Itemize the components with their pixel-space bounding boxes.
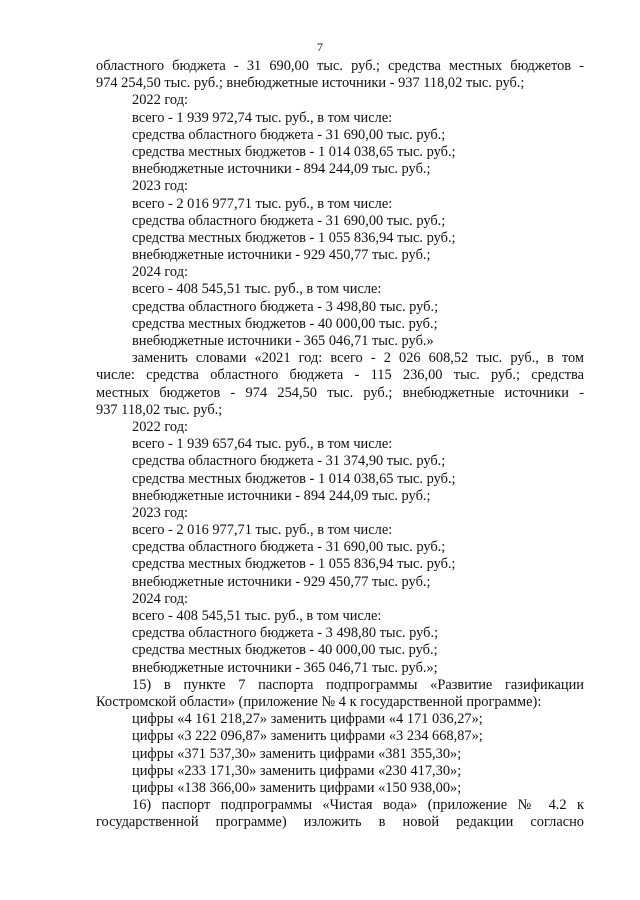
text-line: цифры «138 366,00» заменить цифрами «150 938,00»; (132, 779, 462, 796)
text-line: 2022 год: (132, 418, 189, 435)
text-line: 2023 год: (132, 504, 189, 521)
text-line: средства областного бюджета - 3 498,80 тыс. руб.; (132, 625, 439, 642)
text-line: цифры «233 171,30» заменить цифрами «230 417,30»; (132, 762, 462, 779)
text-line: средства местных бюджетов - 1 014 038,65 тыс. руб.; (132, 470, 456, 487)
text-line: цифры «4 161 218,27» заменить цифрами «4 171 036,27»; (132, 711, 483, 728)
text-line: всего - 408 545,51 тыс. руб., в том числе: (132, 608, 382, 624)
text-line: числе: средства областного бюджета - 115 236,00 тыс. руб.; средства (96, 367, 584, 384)
text-line: средства областного бюджета - 31 374,90 тыс. руб.; (132, 453, 446, 470)
text-line: всего - 2 016 977,71 тыс. руб., в том числе: (132, 195, 393, 212)
text-line: Костромской области» (приложение № 4 к государственной программе): (96, 693, 542, 710)
text-line: средства местных бюджетов - 1 055 836,94 тыс. руб.; (132, 556, 456, 573)
text-line: государственной программе) изложить в новой редакции согласно (96, 814, 584, 831)
text-line: средства местных бюджетов - 40 000,00 тыс. руб.; (132, 642, 438, 659)
text-line: 2024 год: (132, 590, 189, 607)
text-line: средства местных бюджетов - 1 014 038,65 тыс. руб.; (132, 143, 456, 160)
text-line: местных бюджетов - 974 254,50 тыс. руб.; внебюджетные источники - (96, 384, 584, 401)
text-line: всего - 408 545,51 тыс. руб., в том числе: (132, 281, 382, 298)
text-line: внебюджетные источники - 365 046,71 тыс. руб.»; (132, 659, 438, 676)
text-line: 2024 год: (132, 264, 189, 281)
text-line: средства областного бюджета - 31 690,00 тыс. руб.; (132, 212, 446, 229)
text-line: внебюджетные источники - 894 244,09 тыс. руб.; (132, 161, 431, 178)
text-line: всего - 2 016 977,71 тыс. руб., в том числе: (132, 522, 393, 539)
text-line: всего - 1 939 972,74 тыс. руб., в том числе: (132, 109, 393, 126)
text-line: внебюджетные источники - 365 046,71 тыс. руб.» (132, 333, 434, 349)
text-line: 974 254,50 тыс. руб.; внебюджетные источники - 937 118,02 тыс. руб.; (96, 75, 525, 92)
text-line: внебюджетные источники - 894 244,09 тыс. руб.; (132, 487, 431, 504)
text-line: заменить словами «2021 год: всего - 2 026 608,52 тыс. руб., в том (132, 350, 584, 367)
text-line: 937 118,02 тыс. руб.; (96, 401, 223, 418)
text-line: всего - 1 939 657,64 тыс. руб., в том числе: (132, 436, 393, 453)
text-line: внебюджетные источники - 929 450,77 тыс. руб.; (132, 573, 431, 590)
document-body (96, 58, 584, 831)
page-number: 7 (317, 40, 323, 54)
text-line: 2022 год: (132, 92, 189, 109)
text-line: внебюджетные источники - 929 450,77 тыс. руб.; (132, 247, 431, 264)
text-line: цифры «3 222 096,87» заменить цифрами «3 234 668,87»; (132, 728, 483, 745)
text-line: средства областного бюджета - 31 690,00 тыс. руб.; (132, 126, 446, 143)
text-line: 2023 год: (132, 178, 189, 195)
text-line: 15) в пункте 7 паспорта подпрограммы «Развитие газификации (132, 676, 584, 693)
text-line: областного бюджета - 31 690,00 тыс. руб.; средства местных бюджетов - (96, 58, 584, 74)
text-line: средства местных бюджетов - 1 055 836,94 тыс. руб.; (132, 229, 456, 246)
text-line: средства местных бюджетов - 40 000,00 тыс. руб.; (132, 315, 438, 332)
text-line: цифры «371 537,30» заменить цифрами «381 355,30»; (132, 745, 462, 762)
text-line: 16) паспорт подпрограммы «Чистая вода» (приложение № 4.2 к (132, 797, 584, 814)
text-line: средства областного бюджета - 3 498,80 тыс. руб.; (132, 298, 439, 315)
text-line: средства областного бюджета - 31 690,00 тыс. руб.; (132, 539, 446, 556)
